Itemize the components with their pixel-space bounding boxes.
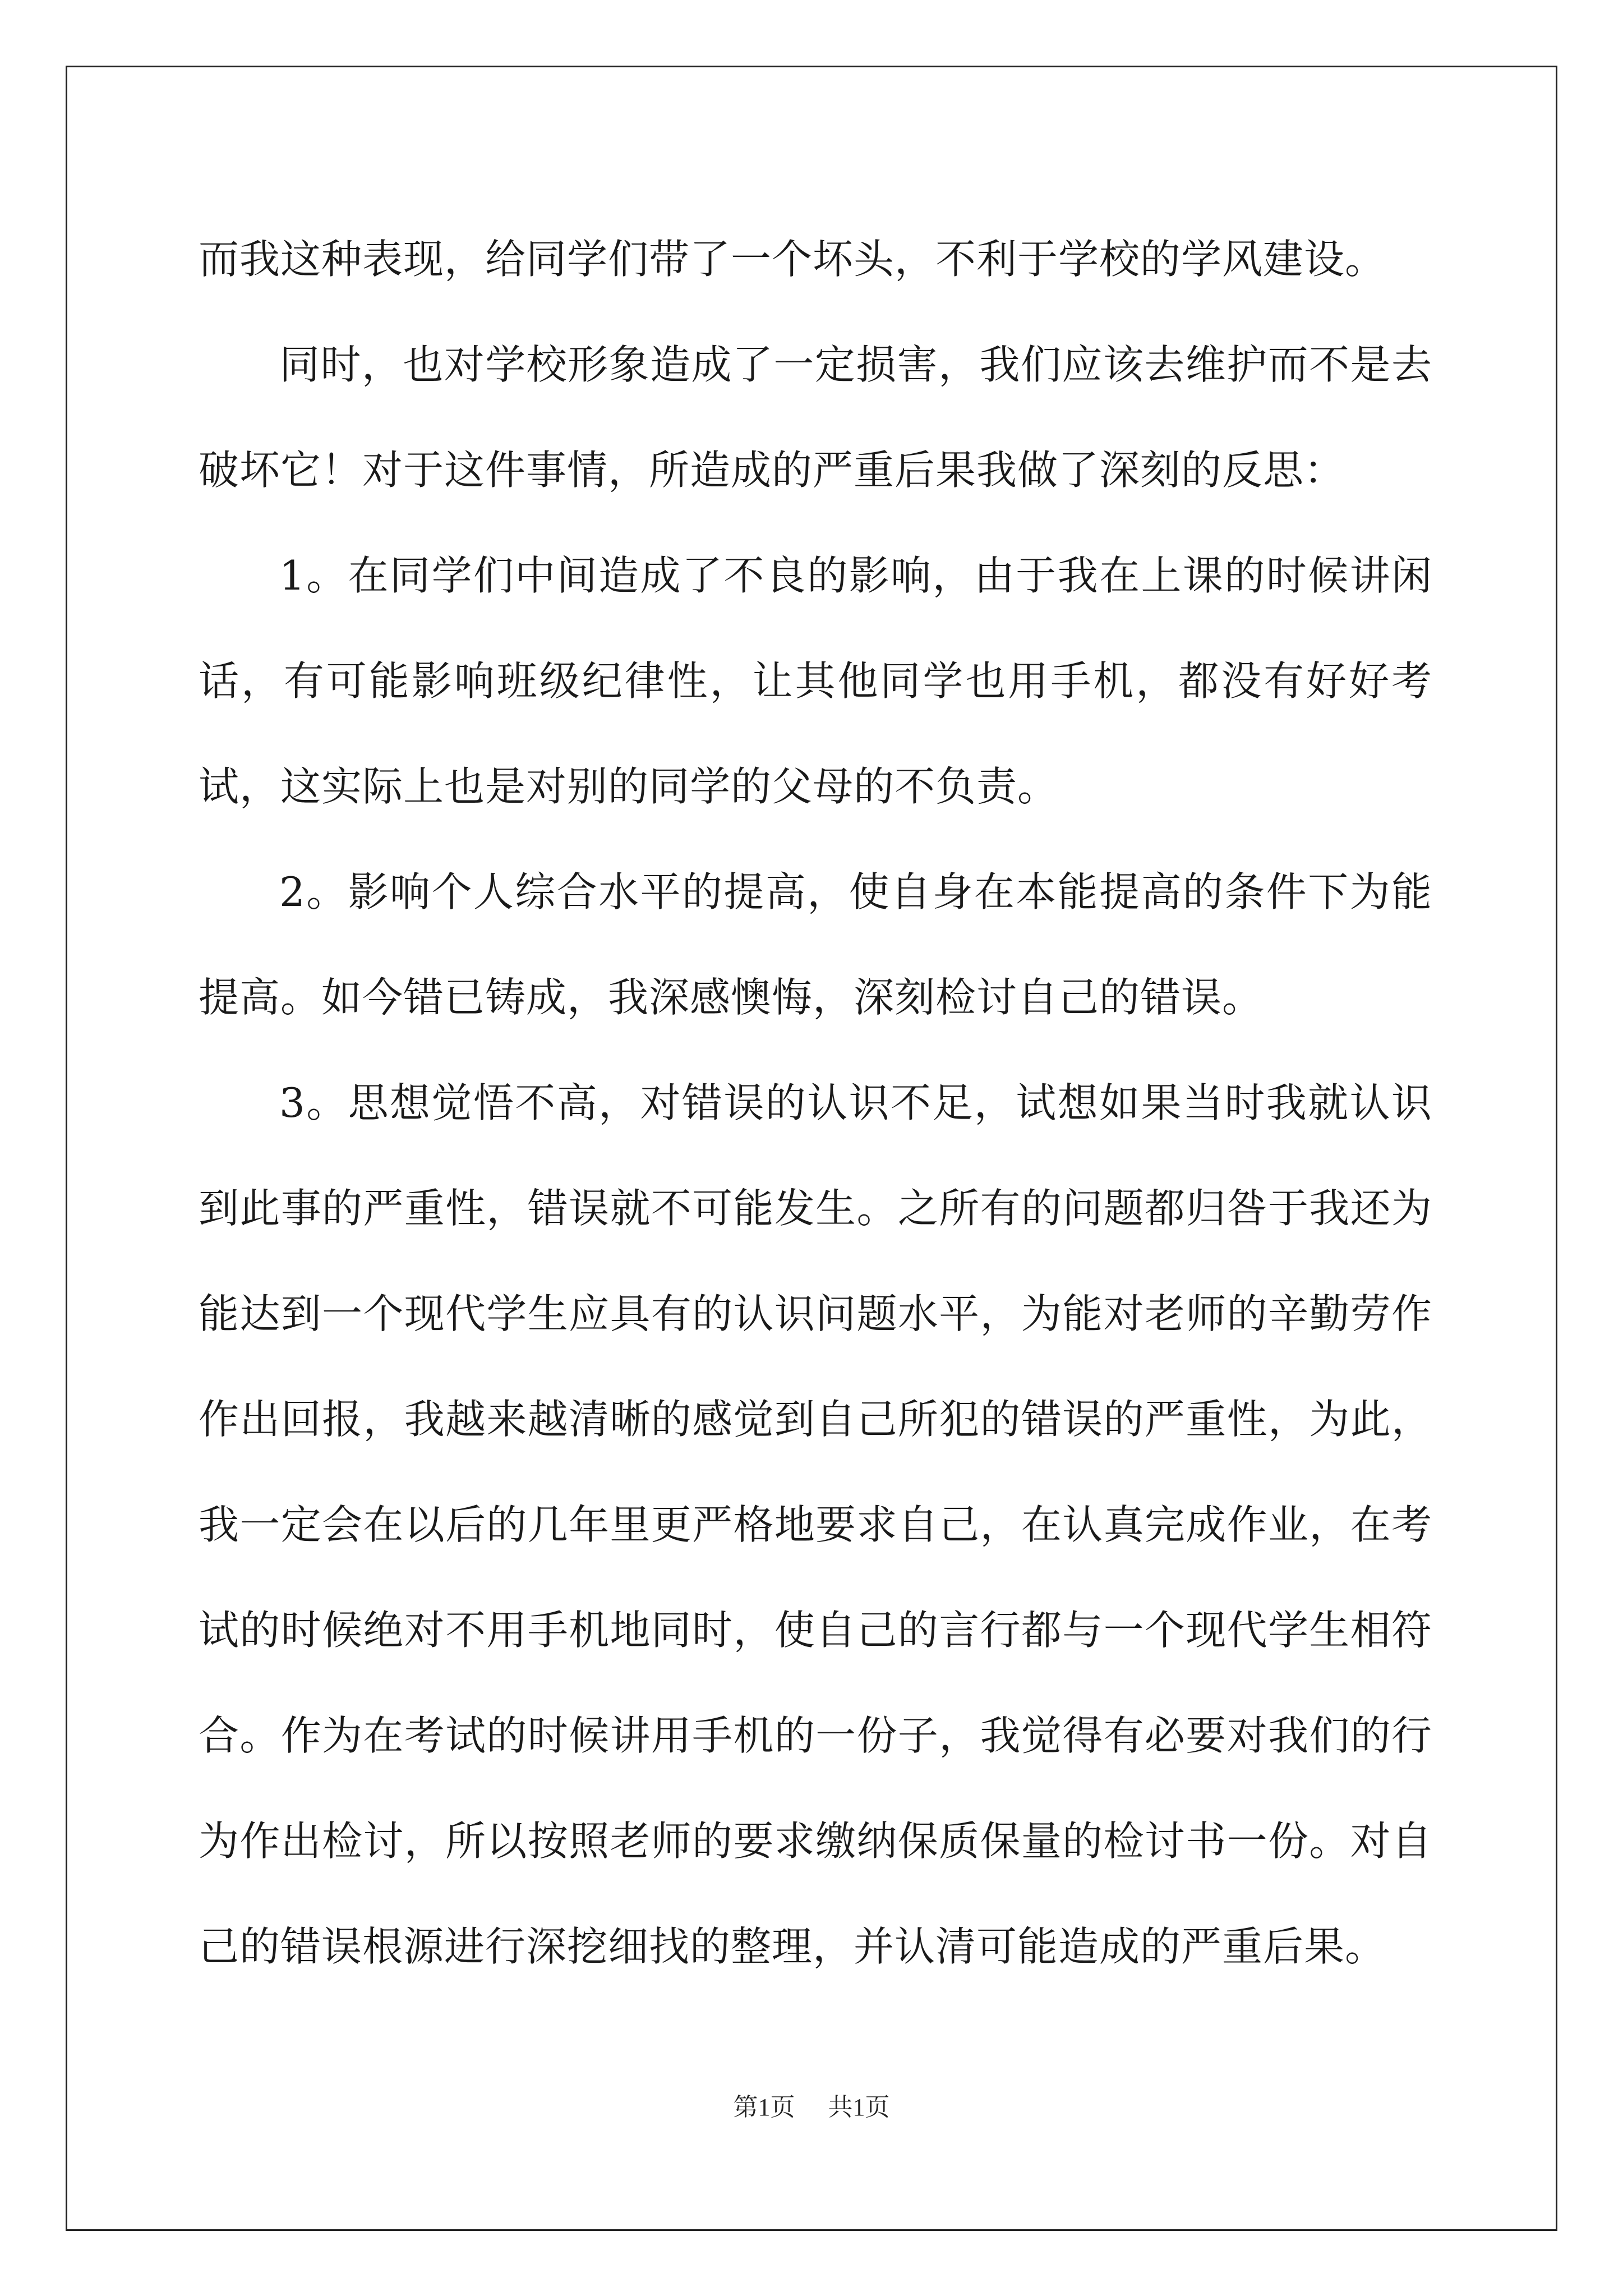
- paragraph-3: 1。在同学们中间造成了不良的影响，由于我在上课的时候讲闲话，有可能影响班级纪律性，让其他同学也用手机，都没有好好考试，这实际上也是对别的同学的父母的不负责。: [199, 552, 1432, 810]
- paragraph-2: 同时，也对学校形象造成了一定损害，我们应该去维护而不是去破坏它！对于这件事情，所造成的严重后果我做了深刻的反思：: [199, 341, 1432, 494]
- page-footer: [0, 2087, 1623, 2123]
- paragraph-1: 而我这种表现，给同学们带了一个坏头，不利于学校的学风建设。: [199, 236, 1386, 283]
- paragraph-4: 2。影响个人综合水平的提高，使自身在本能提高的条件下为能提高。如今错已铸成，我深感懊悔，深刻检讨自己的错误。: [199, 868, 1432, 1021]
- page-number-current: 第1页: [733, 2093, 795, 2121]
- paragraph-5: 3。思想觉悟不高，对错误的认识不足，试想如果当时我就认识到此事的严重性，错误就不可能发生。之所有的问题都归咎于我还为能达到一个现代学生应具有的认识问题水平，为能对老师的辛勤劳作作出回报，我越来越清晰的感觉到自己所犯的错误的严重性，为此，我一定会在以后的几年里更严格地要求自己，在认真完成作业，在考试的时候绝对不用手机地同时，使自己的言行都与一个现代学生相符合。作为在考试的时候讲用手机的一份子，我觉得有必要对我们的行为作出检讨，所以按照老师的要求缴纳保质保量的检讨书一份。对自己的错误根源进行深挖细找的整理，并认清可能造成的严重后果。: [199, 1079, 1432, 1970]
- page-number-total: 共1页: [828, 2093, 890, 2121]
- document-body: [199, 206, 1432, 1999]
